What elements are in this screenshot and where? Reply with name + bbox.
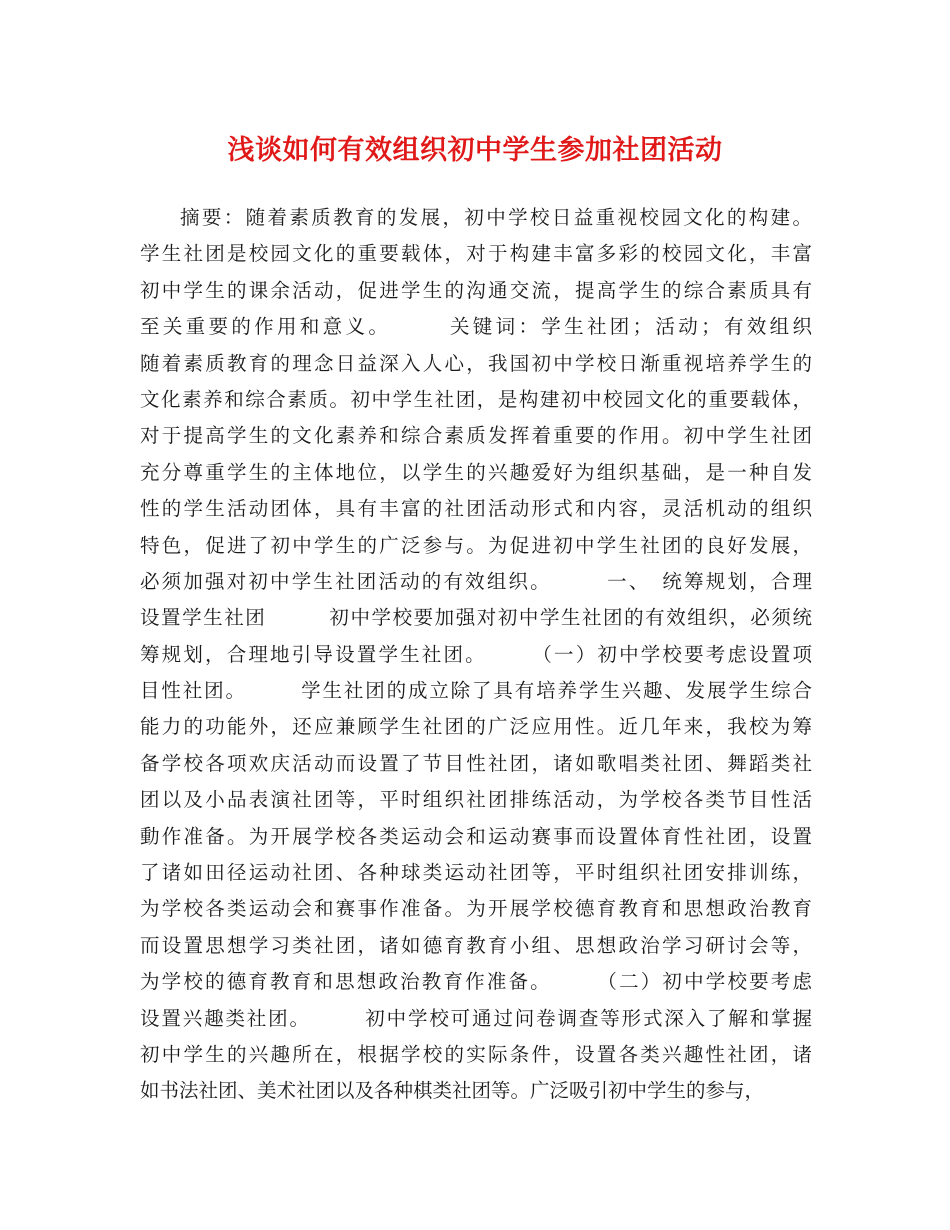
paragraph-line: 而设置思想学习类社团，诸如德育教育小组、思想政治学习研讨会等， bbox=[140, 933, 812, 957]
document-title: 浅谈如何有效组织初中学生参加社团活动 bbox=[227, 135, 723, 166]
paragraph-line: 设置学生社团 初中学校要加强对初中学生社团的有效组织，必须统 bbox=[140, 606, 812, 630]
paragraph-line: 初中学生的兴趣所在，根据学校的实际条件，设置各类兴趣性社团，诸 bbox=[140, 1042, 812, 1066]
paragraph-line: 对于提高学生的文化素养和综合素质发挥着重要的作用。初中学生社团 bbox=[140, 424, 812, 448]
paragraph-line: 動作准备。为开展学校各类运动会和运动赛事而设置体育性社团，设置 bbox=[140, 824, 812, 848]
document-body bbox=[140, 200, 812, 1110]
paragraph-line: 充分尊重学生的主体地位，以学生的兴趣爱好为组织基础，是一种自发 bbox=[140, 460, 812, 484]
paragraph-line: 备学校各项欢庆活动而设置了节目性社团，诸如歌唱类社团、舞蹈类社 bbox=[140, 751, 812, 775]
paragraph-line: 了诸如田径运动社团、各种球类运动社团等，平时组织社团安排训练， bbox=[140, 861, 812, 885]
paragraph-line: 随着素质教育的理念日益深入人心，我国初中学校日渐重视培养学生的 bbox=[140, 351, 812, 375]
paragraph-line: 文化素养和综合素质。初中学生社团，是构建初中校园文化的重要载体， bbox=[140, 387, 812, 411]
paragraph-line: 学生社团是校园文化的重要载体，对于构建丰富多彩的校园文化，丰富 bbox=[140, 242, 812, 266]
paragraph-line: 设置兴趣类社团。 初中学校可通过问卷调查等形式深入了解和掌握 bbox=[140, 1006, 812, 1030]
paragraph-line: 筹规划，合理地引导设置学生社团。 （一）初中学校要考虑设置项 bbox=[140, 642, 812, 666]
paragraph-line: 能力的功能外，还应兼顾学生社团的广泛应用性。近几年来，我校为筹 bbox=[140, 715, 812, 739]
paragraph-line: 为学校各类运动会和赛事作准备。为开展学校德育教育和思想政治教育 bbox=[140, 897, 812, 921]
paragraph-line: 目性社团。 学生社团的成立除了具有培养学生兴趣、发展学生综合 bbox=[140, 679, 812, 703]
paragraph-line: 性的学生活动团体，具有丰富的社团活动形式和内容，灵活机动的组织 bbox=[140, 497, 812, 521]
paragraph-line: 至关重要的作用和意义。 关键词：学生社团；活动；有效组织 bbox=[140, 315, 812, 339]
paragraph-line: 团以及小品表演社团等，平时组织社团排练活动，为学校各类节目性活 bbox=[140, 788, 812, 812]
paragraph-line: 为学校的德育教育和思想政治教育作准备。 （二）初中学校要考虑 bbox=[140, 970, 812, 994]
paragraph-line: 摘要：随着素质教育的发展，初中学校日益重视校园文化的构建。 bbox=[180, 206, 812, 229]
paragraph-line: 特色，促进了初中学生的广泛参与。为促进初中学生社团的良好发展， bbox=[140, 533, 812, 557]
paragraph-line: 如书法社团、美术社团以及各种棋类社团等。广泛吸引初中学生的参与， bbox=[140, 1079, 765, 1103]
paragraph-line: 初中学生的课余活动，促进学生的沟通交流，提高学生的综合素质具有 bbox=[140, 278, 812, 302]
paragraph-line: 必须加强对初中学生社团活动的有效组织。 一、 统筹规划，合理 bbox=[140, 569, 812, 593]
